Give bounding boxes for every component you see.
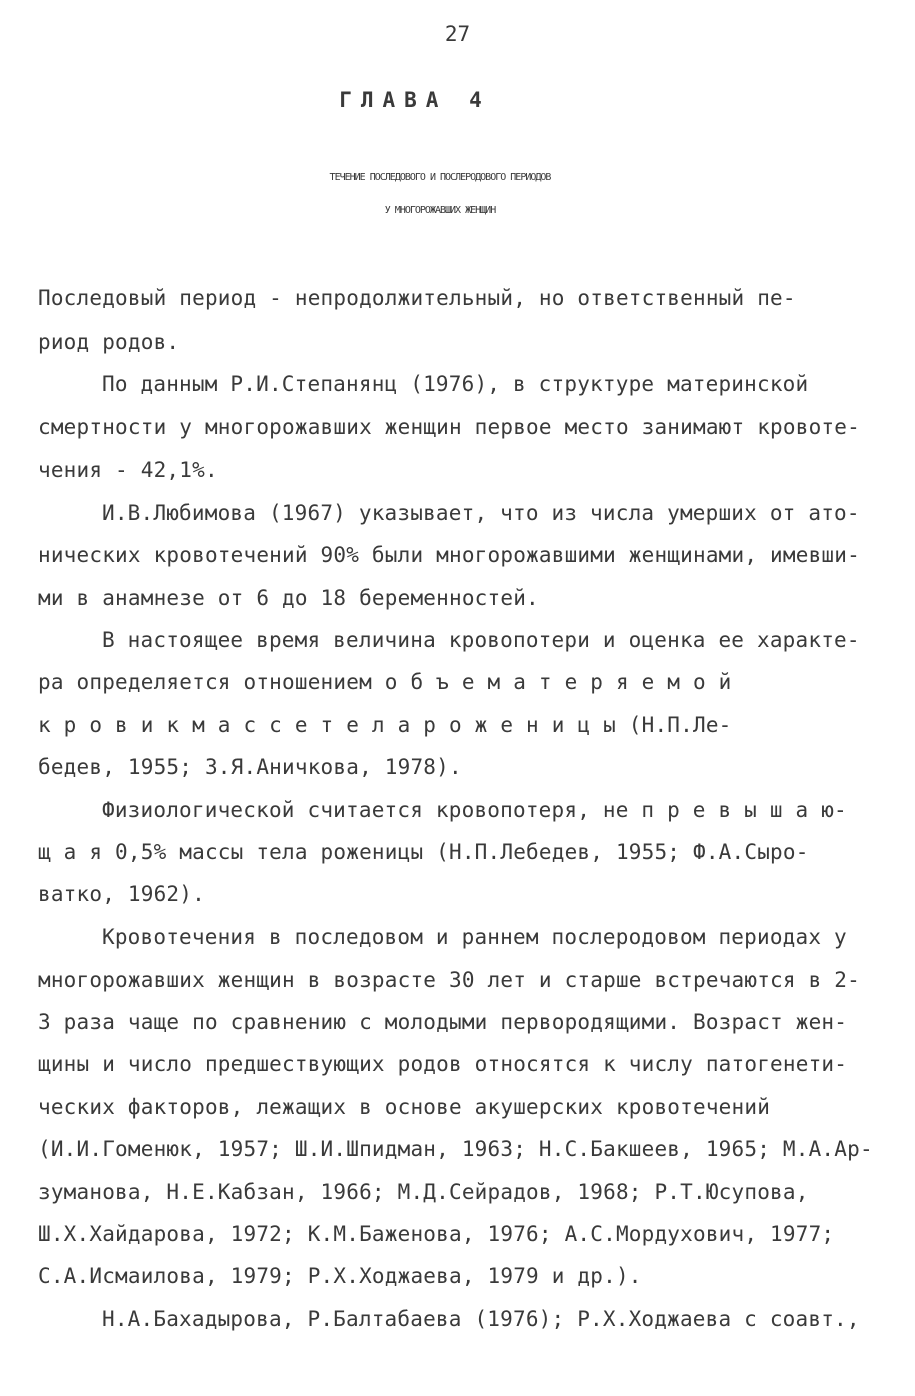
chapter-title-line-2: У МНОГОРОЖАВШИХ ЖЕНЩИН — [384, 205, 496, 216]
body-line: риод родов. — [38, 330, 180, 354]
body-line: 3 раза чаще по сравнению с молодыми первородящими. Возраст жен- — [38, 1010, 848, 1034]
body-line: ческих факторов, лежащих в основе акушерских кровотечений — [38, 1095, 771, 1119]
body-line: многорожавших женщин в возрасте 30 лет и старше встречаются в 2- — [38, 968, 860, 992]
body-line: ра определяется отношением о б ъ е м а т е р я е м о й — [38, 670, 732, 694]
body-line: нических кровотечений 90% были многорожавшими женщинами, имевши- — [38, 543, 860, 567]
body-line: И.В.Любимова (1967) указывает, что из числа умерших от ато- — [102, 501, 860, 525]
chapter-title-line-1: ТЕЧЕНИЕ ПОСЛЕДОВОГО И ПОСЛЕРОДОВОГО ПЕРИОДОВ — [329, 172, 551, 183]
body-line: ватко, 1962). — [38, 882, 205, 906]
body-line: Ш.Х.Хайдарова, 1972; К.М.Баженова, 1976; А.С.Мордухович, 1977; — [38, 1222, 835, 1246]
body-line: (И.И.Гоменюк, 1957; Ш.И.Шпидман, 1963; Н.С.Бакшеев, 1965; М.А.Ар- — [38, 1137, 873, 1161]
body-line: к р о в и к м а с с е т е л а р о ж е н и ц ы (Н.П.Ле- — [38, 713, 732, 737]
body-line: Последовый период - непродолжительный, но ответственный пе- — [38, 286, 796, 310]
body-line: чения - 42,1%. — [38, 458, 218, 482]
body-line: По данным Р.И.Степанянц (1976), в структуре материнской — [102, 372, 809, 396]
body-line: Н.А.Бахадырова, Р.Балтабаева (1976); Р.Х.Ходжаева с соавт., — [102, 1307, 860, 1331]
body-line: С.А.Исмаилова, 1979; Р.Х.Ходжаева, 1979 и др.). — [38, 1264, 642, 1288]
body-line: Физиологической считается кровопотеря, не п р е в ы ш а ю- — [102, 798, 847, 822]
body-line: смертности у многорожавших женщин первое место занимают кровоте- — [38, 415, 860, 439]
body-line: щ а я 0,5% массы тела роженицы (Н.П.Лебедев, 1955; Ф.А.Сыро- — [38, 840, 809, 864]
body-line: бедев, 1955; З.Я.Аничкова, 1978). — [38, 755, 462, 779]
page-number: 27 — [444, 22, 471, 46]
body-line: В настоящее время величина кровопотери и оценка ее характе- — [102, 628, 860, 652]
chapter-heading: ГЛАВА 4 — [339, 88, 491, 112]
body-line: щины и число предшествующих родов относятся к числу патогенети- — [38, 1052, 848, 1076]
body-line: Кровотечения в последовом и раннем послеродовом периодах у — [102, 925, 847, 949]
body-line: ми в анамнезе от 6 до 18 беременностей. — [38, 586, 539, 610]
body-line: зуманова, Н.Е.Кабзан, 1966; М.Д.Сейрадов, 1968; Р.Т.Юсупова, — [38, 1180, 809, 1204]
